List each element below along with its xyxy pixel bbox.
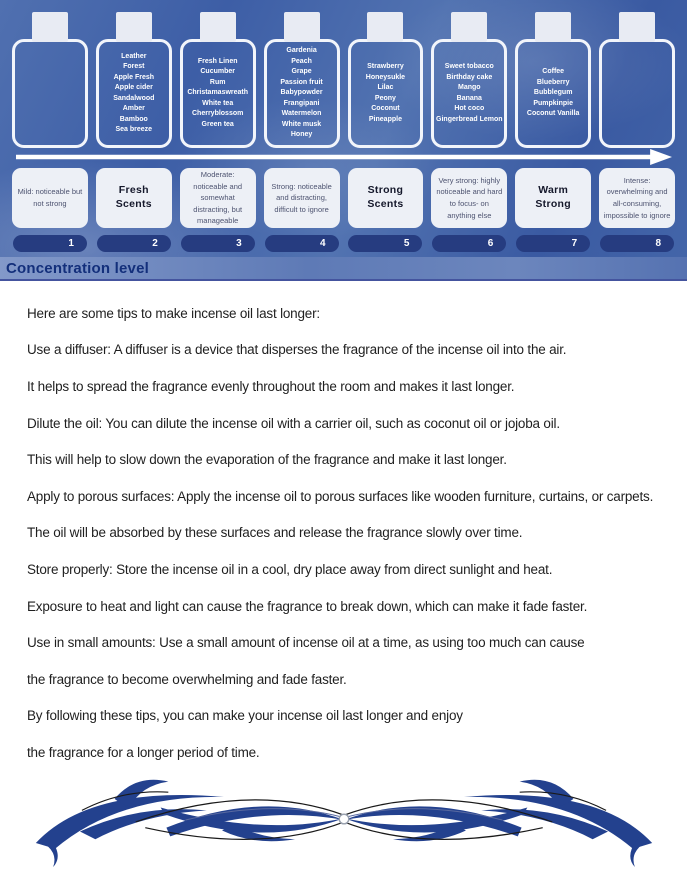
scent-name: Peony	[374, 94, 396, 102]
scent-name: Honeysukle	[365, 73, 406, 81]
scent-name: Gingerbread Lemon	[436, 115, 503, 123]
tip-text-line: Apply to porous surfaces: Apply the incense oil to porous surfaces like wooden furniture, curtains, or carpets.	[27, 488, 654, 504]
scent-name: Pineapple	[368, 115, 402, 123]
level-number-pill	[13, 235, 87, 252]
scent-name: Lilac	[377, 84, 394, 91]
tip-text-line: This will help to slow down the evaporation of the fragrance and make it last longer.	[27, 452, 507, 468]
level-pill-cell	[264, 234, 340, 252]
scent-name: Blueberry	[536, 78, 570, 86]
level-number: 6	[487, 237, 494, 249]
scent-name: Hot coco	[454, 105, 485, 112]
bottle-icon	[515, 12, 591, 148]
scent-name: Sweet tobacco	[444, 63, 494, 70]
intensity-description-box	[264, 168, 340, 228]
flourish-center-ring	[339, 814, 349, 824]
intensity-description-text: Strong Scents	[367, 184, 404, 210]
tip-text-line: Store properly: Store the incense oil in a cool, dry place away from direct sunlight and heat.	[27, 561, 553, 577]
tip-text-line: Exposure to heat and light can cause the fragrance to break down, which can make it fade faster.	[27, 598, 588, 614]
bottle-cap	[619, 12, 655, 42]
scent-name: Coffee	[542, 68, 565, 76]
level-number: 2	[152, 237, 158, 249]
scent-name: Cherryblossom	[192, 110, 244, 118]
scent-name: Cucumber	[200, 68, 235, 76]
intensity-description-text: Warm Strong	[535, 184, 571, 210]
level-number: 3	[236, 237, 242, 249]
scent-name: Frangipani	[283, 99, 320, 107]
scent-name: Coconut	[371, 105, 400, 112]
intensity-description-box	[431, 168, 507, 228]
intensity-arrow-row	[0, 148, 687, 166]
level-number-pill	[516, 235, 590, 252]
intensity-description-text: Intense: overwhelming and all-consuming, impossible to ignore	[603, 175, 671, 220]
intensity-description-box	[599, 168, 675, 228]
tip-text-line: Here are some tips to make incense oil last longer:	[27, 305, 320, 321]
bottle-icon	[12, 12, 88, 148]
bottle-cap	[32, 12, 68, 42]
tip-text-line: It helps to spread the fragrance evenly throughout the room and makes it last longer.	[27, 378, 515, 394]
level-pill-cell	[515, 234, 591, 252]
level-pill-cell	[180, 234, 256, 252]
scent-name: Christamaswreath	[187, 89, 249, 97]
level-number-pill	[265, 235, 339, 252]
scent-name: Gardenia	[286, 47, 317, 55]
intensity-description-text: Very strong: highly noticeable and hard to focus- on anything else	[436, 175, 503, 220]
level-number: 4	[320, 237, 326, 249]
scent-name: Apple cider	[114, 84, 153, 91]
level-pill-cell	[96, 234, 172, 252]
tip-text-line: Use in small amounts: Use a small amount of incense oil at a time, as using too much can cause	[27, 635, 585, 651]
scent-name: Rum	[209, 78, 226, 86]
tip-text-line: Use a diffuser: A diffuser is a device that disperses the fragrance of the incense oil into the air.	[27, 342, 567, 358]
bottle-cap	[284, 12, 320, 42]
scent-name: Passion fruit	[280, 78, 323, 86]
fragrance-strength-banner	[0, 0, 687, 281]
bottle-body	[96, 39, 172, 148]
scent-name: White musk	[281, 120, 322, 128]
scent-name: Bubblegum	[533, 89, 573, 97]
intensity-description-box	[12, 168, 88, 228]
scent-name: Bamboo	[119, 115, 148, 123]
scent-name: Watermelon	[281, 110, 322, 118]
level-number: 1	[68, 237, 74, 249]
scent-name: Fresh Linen	[197, 57, 238, 65]
intensity-description-box	[180, 168, 256, 228]
scent-list	[113, 52, 154, 136]
scent-name: Amber	[122, 105, 145, 112]
scent-name: Strawberry	[367, 63, 404, 70]
level-number-row	[0, 234, 687, 252]
scent-list	[527, 67, 580, 120]
level-pill-cell	[599, 234, 675, 252]
scent-name: Mango	[458, 84, 481, 91]
bottle-body	[180, 39, 256, 148]
bottle-cap	[200, 12, 236, 42]
intensity-description-box	[348, 168, 424, 228]
bottle-body	[431, 39, 507, 148]
intensity-description-box	[96, 168, 172, 228]
bottle-icon	[264, 12, 340, 148]
scent-name: Babypowder	[280, 89, 323, 97]
intensity-description-box	[515, 168, 591, 228]
bottle-cap	[367, 12, 403, 42]
bottle-icon	[180, 12, 256, 148]
scent-name: Peach	[291, 57, 312, 65]
tip-text-line: the fragrance for a longer period of time.	[27, 744, 260, 760]
concentration-level-label: Concentration level	[6, 259, 149, 277]
bottle-body	[264, 39, 340, 148]
level-number-pill	[181, 235, 255, 252]
intensity-scale-row	[0, 168, 687, 228]
scent-name: Forest	[123, 63, 145, 70]
scent-list	[187, 57, 248, 131]
scent-name: Grape	[291, 68, 312, 76]
intensity-description-text: Mild: noticeable but not strong	[17, 187, 83, 208]
scent-list	[280, 46, 322, 141]
tip-text-line: Dilute the oil: You can dilute the incense oil with a carrier oil, such as coconut oil or jojoba oil.	[27, 415, 560, 431]
tips-text-block	[0, 281, 687, 770]
level-pill-cell	[348, 234, 424, 252]
bottle-cap	[116, 12, 152, 42]
bottle-body	[12, 39, 88, 148]
level-number-pill	[432, 235, 506, 252]
bottle-body	[599, 39, 675, 148]
scent-name: Coconut Vanilla	[526, 110, 580, 118]
scent-name: Leather	[121, 52, 147, 60]
bottle-row	[0, 0, 687, 148]
scent-list	[436, 62, 503, 125]
tip-text-line: the fragrance to become overwhelming and fade faster.	[27, 671, 347, 687]
bottle-body	[348, 39, 424, 148]
level-pill-cell	[431, 234, 507, 252]
bottle-icon	[96, 12, 172, 148]
scent-name: Pumpkinpie	[533, 99, 574, 107]
tip-text-line: By following these tips, you can make your incense oil last longer and enjoy	[27, 708, 463, 724]
tribal-flourish-decoration	[9, 772, 679, 868]
footer-decoration	[0, 770, 687, 870]
level-number: 5	[403, 237, 410, 249]
level-number-pill	[348, 235, 422, 252]
scent-name: Green tea	[201, 120, 234, 128]
scent-name: Birthday cake	[446, 73, 493, 81]
scent-name: White tea	[202, 99, 234, 107]
scent-name: Banana	[456, 94, 482, 102]
right-arrow-icon	[14, 149, 673, 165]
intensity-description-text: Moderate: noticeable and somewhat distracting, but manageable	[193, 169, 243, 226]
bottle-icon	[348, 12, 424, 148]
bottle-cap	[451, 12, 487, 42]
tip-text-line: The oil will be absorbed by these surfaces and release the fragrance slowly over time.	[27, 525, 523, 541]
scent-name: Apple Fresh	[113, 73, 155, 81]
scent-list	[366, 62, 405, 125]
intensity-description-text: Strong: noticeable and distracting, difficult to ignore	[271, 181, 332, 214]
scent-name: Sandalwood	[113, 94, 155, 102]
bottle-icon	[431, 12, 507, 148]
bottle-body	[515, 39, 591, 148]
bottle-cap	[535, 12, 571, 42]
level-number: 8	[655, 237, 662, 249]
scent-name: Honey	[290, 131, 313, 139]
concentration-axis-strip	[0, 257, 687, 281]
scent-name: Sea breeze	[115, 126, 153, 133]
level-number-pill	[600, 235, 674, 252]
level-pill-cell	[12, 234, 88, 252]
level-number: 7	[571, 237, 578, 249]
intensity-description-text: Fresh Scents	[115, 184, 152, 210]
level-number-pill	[97, 235, 171, 252]
bottle-icon	[599, 12, 675, 148]
